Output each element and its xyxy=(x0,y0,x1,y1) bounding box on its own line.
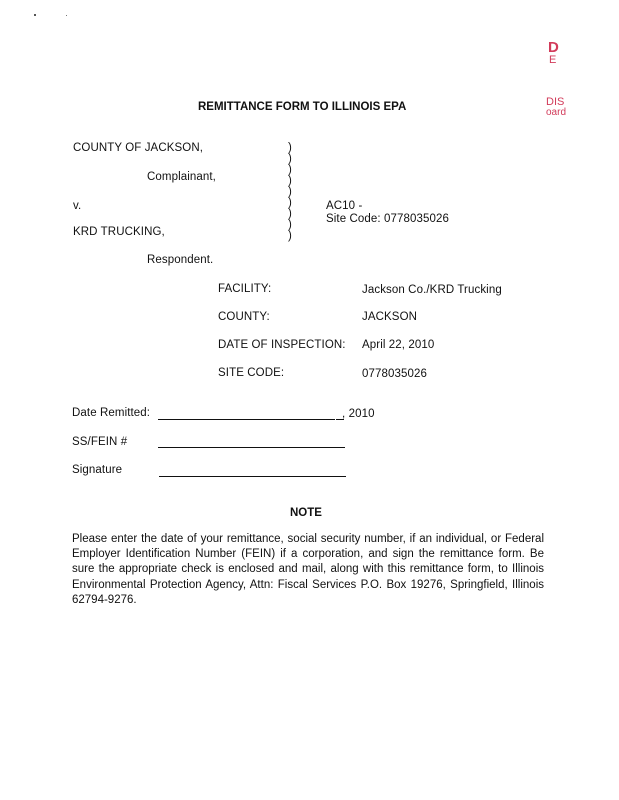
stamp-line: D xyxy=(548,39,559,56)
note-body: Please enter the date of your remittance, social security number, if an individual, or Federal Employer Identification Number (FEIN) if a corporation, and sign the remittance form. Be sure the appropriate check is enclosed and mail, along with this remittance form, to Illinois Environmental Protection Agency, Attn: Fiscal Services P.O. Box 19276, Springfield, Illinois 62794-9276. xyxy=(72,533,544,606)
facility-label: FACILITY: xyxy=(218,283,272,295)
note-heading: NOTE xyxy=(290,507,322,519)
ssfein-line[interactable] xyxy=(158,447,345,448)
defendant-name: KRD TRUCKING, xyxy=(73,226,165,238)
plaintiff-name: COUNTY OF JACKSON, xyxy=(73,142,204,154)
case-number: AC10 - xyxy=(326,200,363,212)
county-label: COUNTY: xyxy=(218,311,270,323)
signature-label: Signature xyxy=(72,464,123,476)
versus: v. xyxy=(73,200,82,212)
date-remitted-year: , 2010 xyxy=(342,408,375,420)
caption-parentheses xyxy=(288,143,292,242)
date-remitted-label: Date Remitted: xyxy=(72,407,151,419)
site-code-label: SITE CODE: xyxy=(218,367,285,379)
stamp-line: E xyxy=(549,54,557,66)
filing-stamp-fragment xyxy=(548,40,559,66)
paren: ) xyxy=(288,142,292,154)
paren: ) xyxy=(288,186,292,198)
scan-speck xyxy=(66,15,67,16)
date-remitted-line[interactable] xyxy=(158,419,335,420)
paren: ) xyxy=(288,197,292,209)
scan-speck xyxy=(34,14,36,16)
paren: ) xyxy=(288,230,292,242)
stamp-line: DIS xyxy=(546,96,565,108)
paren: ) xyxy=(288,175,292,187)
defendant-role: Respondent. xyxy=(147,254,214,266)
county-value: JACKSON xyxy=(362,311,418,323)
facility-value: Jackson Co./KRD Trucking xyxy=(362,284,502,296)
site-code-value: 0778035026 xyxy=(362,368,427,380)
stamp-line: oard xyxy=(546,107,567,118)
inspection-date-value: April 22, 2010 xyxy=(362,339,435,351)
inspection-date-label: DATE OF INSPECTION: xyxy=(218,339,346,351)
filing-stamp-fragment xyxy=(546,96,566,118)
plaintiff-role: Complainant, xyxy=(147,171,216,183)
site-code-caption: Site Code: 0778035026 xyxy=(326,213,449,225)
ssfein-label: SS/FEIN # xyxy=(72,436,128,448)
paren: ) xyxy=(288,219,292,231)
paren: ) xyxy=(288,208,292,220)
paren: ) xyxy=(288,153,292,165)
signature-line[interactable] xyxy=(159,476,346,477)
paren: ) xyxy=(288,164,292,176)
document-title: REMITTANCE FORM TO ILLINOIS EPA xyxy=(198,101,407,113)
